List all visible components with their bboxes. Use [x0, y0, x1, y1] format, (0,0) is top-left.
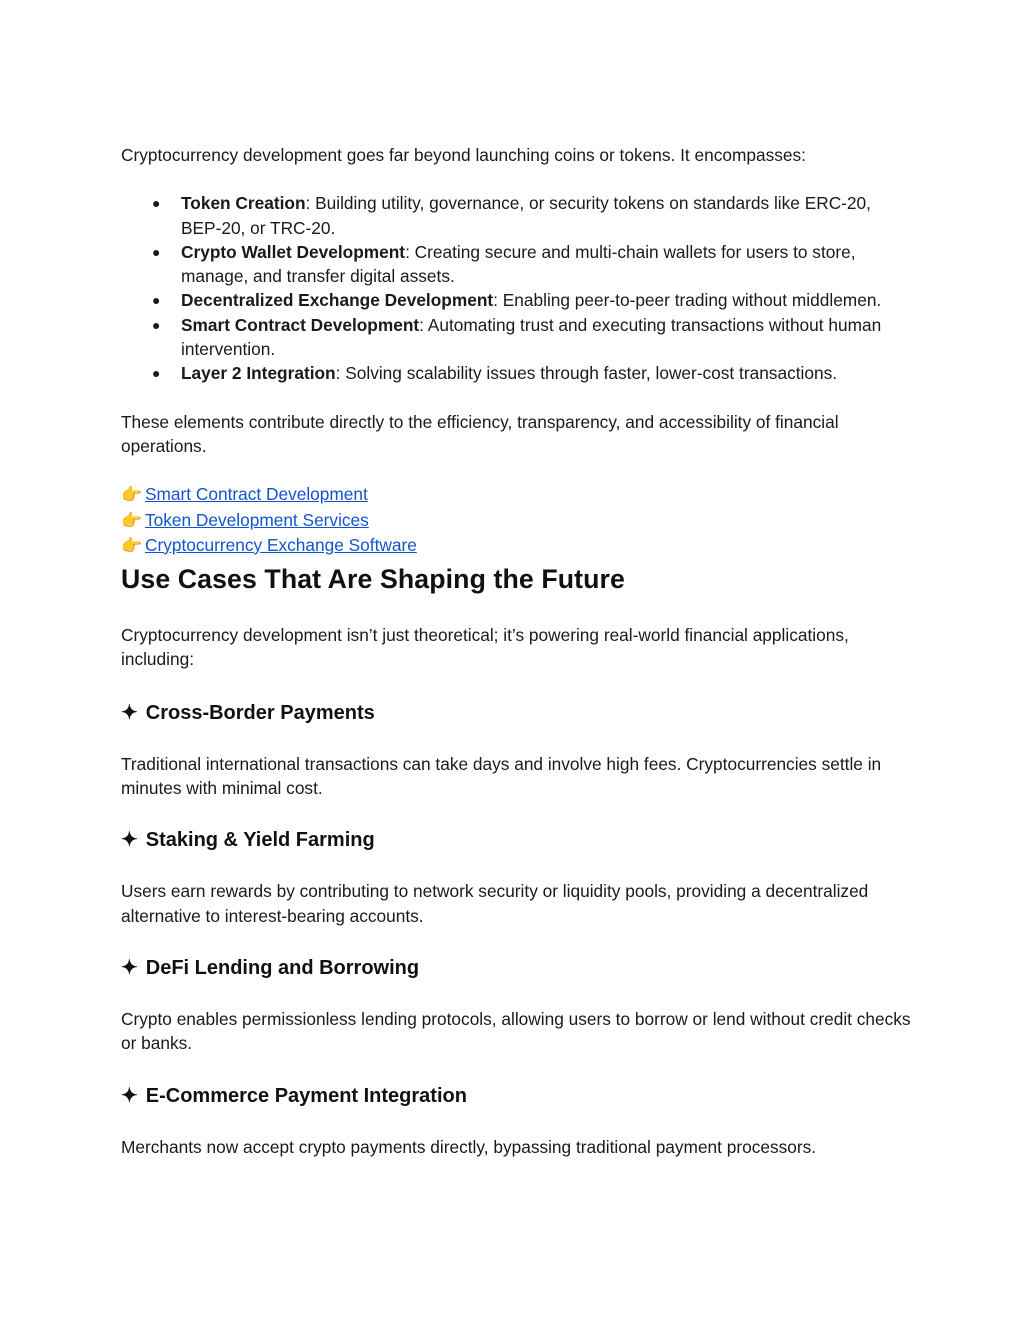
use-case-heading	[121, 826, 911, 854]
closing-paragraph: These elements contribute directly to the efficiency, transparency, and accessibility of financial operations.	[121, 411, 839, 456]
feature-list	[121, 191, 911, 385]
use-case-title: Staking & Yield Farming	[145, 829, 375, 852]
link-token-development-services[interactable]: Token Development Services	[145, 509, 369, 530]
bullet-icon: ●	[152, 316, 161, 333]
document-content	[121, 143, 911, 1185]
pointing-hand-icon: 👉	[121, 485, 143, 505]
use-case	[121, 699, 911, 801]
star-icon: ✦	[121, 829, 138, 852]
feature-term: Smart Contract Development	[181, 314, 420, 335]
feature-term: Layer 2 Integration	[181, 363, 336, 384]
bullet-icon: ●	[152, 365, 161, 382]
use-case	[121, 1082, 911, 1159]
feature-description: : Building utility, governance, or security tokens on standards like ERC-20, BEP-20, or TRC-20.	[181, 193, 871, 238]
use-case-text: Merchants now accept crypto payments directly, bypassing traditional payment processors.	[121, 1136, 817, 1157]
link-line	[121, 508, 911, 533]
use-case-title: E-Commerce Payment Integration	[145, 1084, 467, 1107]
related-links	[121, 482, 911, 558]
use-case-heading	[121, 699, 911, 727]
star-icon: ✦	[121, 701, 138, 724]
use-case-text: Traditional international transactions can take days and involve high fees. Cryptocurrencies settle in minutes with minimal cost.	[121, 753, 882, 799]
feature-term: Crypto Wallet Development	[181, 241, 406, 262]
feature-description: : Solving scalability issues through faster, lower-cost transactions.	[335, 363, 838, 384]
link-cryptocurrency-exchange-software[interactable]: Cryptocurrency Exchange Software	[145, 534, 417, 555]
use-case-text: Users earn rewards by contributing to network security or liquidity pools, providing a decentralized alternative to interest-bearing accounts.	[121, 881, 869, 926]
use-case-heading	[121, 954, 911, 982]
star-icon: ✦	[121, 1084, 138, 1107]
bullet-icon: ●	[152, 243, 161, 260]
bullet-icon: ●	[152, 195, 161, 212]
pointing-hand-icon: 👉	[121, 535, 143, 555]
feature-description: : Enabling peer-to-peer trading without middlemen.	[493, 290, 882, 311]
feature-term: Token Creation	[181, 193, 306, 214]
feature-description: : Creating secure and multi-chain wallets for users to store, manage, and transfer digital assets.	[181, 241, 856, 287]
list-item	[121, 313, 911, 362]
use-case	[121, 954, 911, 1056]
list-item	[121, 361, 911, 385]
list-item	[121, 240, 911, 289]
list-item	[121, 191, 911, 240]
link-smart-contract-development[interactable]: Smart Contract Development	[145, 484, 368, 505]
list-item	[121, 288, 911, 312]
link-line	[121, 533, 911, 558]
feature-description: : Automating trust and executing transactions without human intervention.	[181, 314, 882, 360]
section-heading: Use Cases That Are Shaping the Future	[121, 564, 625, 595]
intro-paragraph: Cryptocurrency development goes far beyond launching coins or tokens. It encompasses:	[121, 145, 806, 165]
section-intro-paragraph: Cryptocurrency development isn’t just theoretical; it’s powering real-world financial applications, including:	[121, 625, 849, 670]
star-icon: ✦	[121, 956, 138, 979]
use-case-text: Crypto enables permissionless lending protocols, allowing users to borrow or lend without credit checks or banks.	[121, 1008, 911, 1054]
use-case-title: Cross-Border Payments	[145, 701, 375, 724]
feature-term: Decentralized Exchange Development	[181, 290, 494, 311]
bullet-icon: ●	[152, 292, 161, 309]
use-case-title: DeFi Lending and Borrowing	[145, 956, 420, 979]
use-case	[121, 826, 911, 928]
pointing-hand-icon: 👉	[121, 510, 143, 530]
use-case-heading	[121, 1082, 911, 1110]
link-line	[121, 482, 911, 507]
